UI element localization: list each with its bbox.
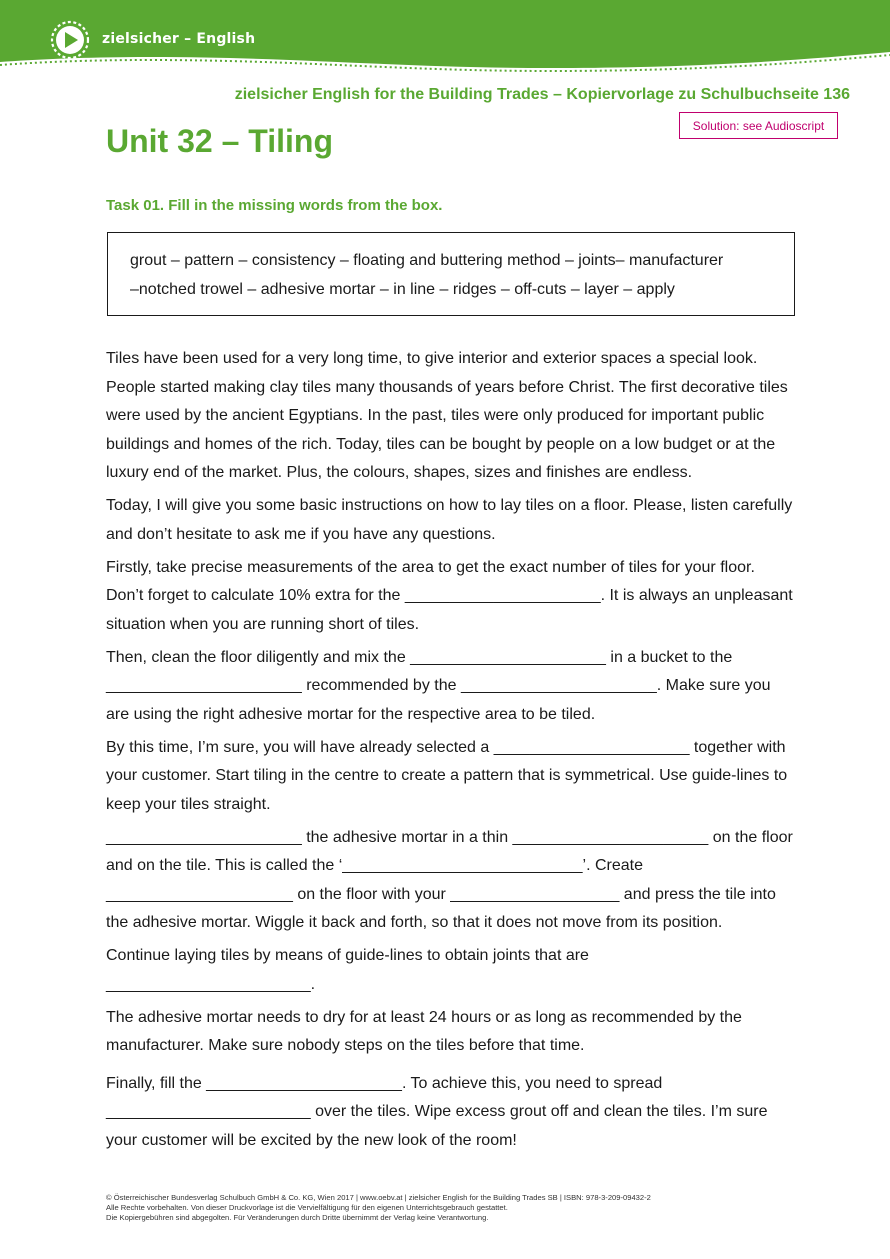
paragraph: The adhesive mortar needs to dry for at least 24 hours or as long as recommended by the manufacturer. Make sure nobody steps on the tiles before that time. bbox=[106, 1008, 742, 1054]
footer-line: © Österreichischer Bundesverlag Schulbuch GmbH & Co. KG, Wien 2017 | www.oebv.at | zielsicher English for the Building Trades SB | ISBN: 978-3-209-09432-2 bbox=[106, 1193, 651, 1202]
word-box-line: –notched trowel – adhesive mortar – in line – ridges – off-cuts – layer – apply bbox=[130, 280, 675, 298]
word-box bbox=[107, 232, 795, 316]
footer bbox=[106, 1193, 651, 1223]
brand-name: zielsicher – English bbox=[102, 31, 256, 47]
word-box-line: grout – pattern – consistency – floating and buttering method – joints– manufacturer bbox=[130, 252, 724, 269]
paragraph: Continue laying tiles by means of guide-lines to obtain joints that are _______________________. bbox=[106, 947, 589, 993]
footer-line: Alle Rechte vorbehalten. Von dieser Druckvorlage ist die Vervielfältigung für den eigenen Unterrichtsgebrauch gestattet. bbox=[106, 1203, 508, 1212]
paragraph: Finally, fill the ______________________. To achieve this, you need to spread _______________________ over the tiles. Wipe excess grout off and clean the tiles. I’m sure your customer will be excited by the new look of the room! bbox=[106, 1074, 768, 1149]
task-title: Task 01. Fill in the missing words from the box. bbox=[106, 197, 443, 214]
paragraph: Tiles have been used for a very long time, to give interior and exterior spaces a special look. People started making clay tiles many thousands of years before Christ. The first decorative tiles were used by the ancient Egyptians. In the past, tiles were only produced for important public buildings and homes of the rich. Today, tiles can be bought by people on a low budget or at the luxury end of the market. Plus, the colours, shapes, sizes and finishes are endless. bbox=[106, 350, 788, 481]
footer-line: Die Kopiergebühren sind abgegolten. Für Veränderungen durch Dritte übernimmt der Verlag keine Verantwortung. bbox=[106, 1213, 489, 1222]
paragraph: By this time, I’m sure, you will have already selected a ______________________ together with your customer. Start tiling in the centre to create a pattern that is symmetrical. Use guide-lines to keep your tiles straight. bbox=[106, 738, 788, 813]
paragraph: Today, I will give you some basic instructions on how to lay tiles on a floor. Please, listen carefully and don’t hesitate to ask me if you have any questions. bbox=[106, 497, 793, 543]
page-subtitle: zielsicher English for the Building Trades – Kopiervorlage zu Schulbuchseite 136 bbox=[234, 86, 850, 103]
paragraph: Then, clean the floor diligently and mix the ______________________ in a bucket to the ______________________ recommended by the ______________________. Make sure you are using the right adhesive mortar for the respective area to be tiled. bbox=[106, 648, 771, 723]
paragraph: Firstly, take precise measurements of the area to get the exact number of tiles for your floor. Don’t forget to calculate 10% extra for the ______________________. It is always an unpleasant situation when you are running short of tiles. bbox=[106, 558, 793, 633]
solution-note-box: Solution: see Audioscript bbox=[679, 112, 838, 139]
paragraph: ______________________ the adhesive mortar in a thin ______________________ on the floor and on the tile. This is called the ‘___________________________’. Create _____________________ on the floor with your ___________________ and press the tile into the adhesive mortar. Wiggle it back and forth, so that it does not move from its position. bbox=[106, 828, 793, 931]
page-title: Unit 32 – Tiling bbox=[106, 123, 333, 159]
text-body bbox=[106, 345, 796, 1160]
